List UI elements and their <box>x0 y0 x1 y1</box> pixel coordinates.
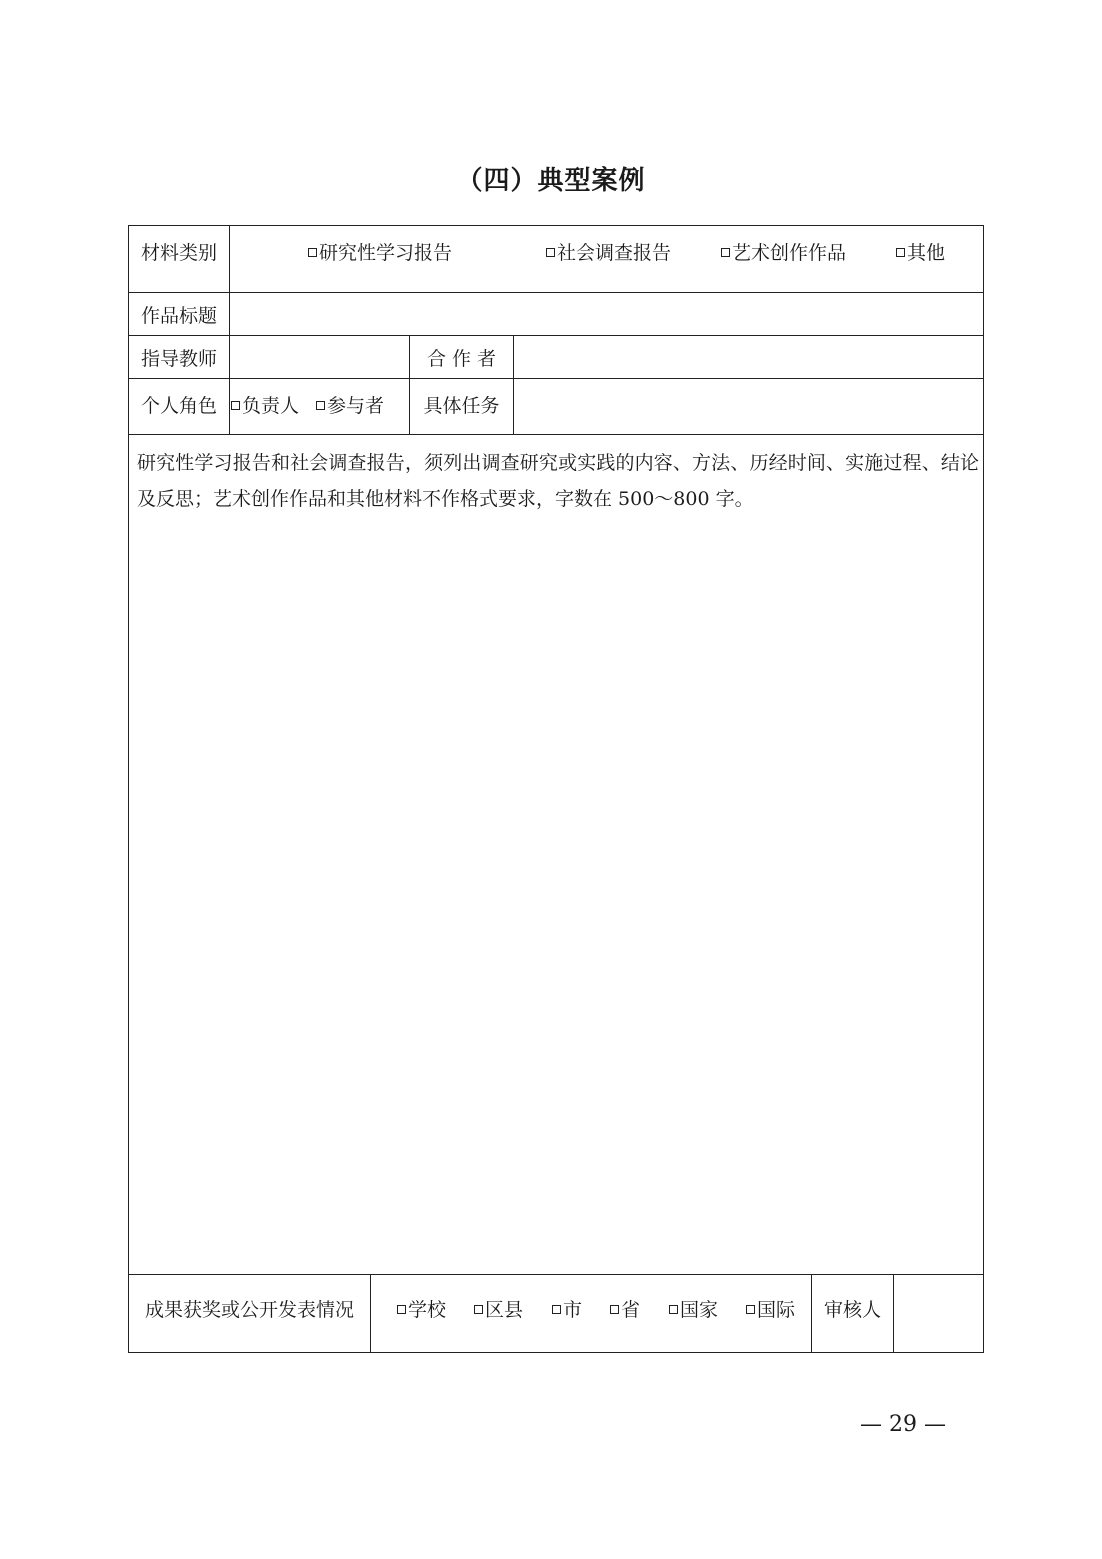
collaborator-field[interactable] <box>513 336 984 378</box>
advisor-field[interactable] <box>229 336 409 378</box>
category-option-other[interactable]: 其他 <box>896 238 945 265</box>
page-title: （四）典型案例 <box>456 166 646 196</box>
checkbox-icon[interactable] <box>546 248 555 257</box>
category-option-survey[interactable]: 社会调查报告 <box>546 238 671 265</box>
award-label: 成果获奖或公开发表情况 <box>144 1299 354 1321</box>
advisor-row <box>129 336 983 379</box>
award-options <box>370 1275 811 1352</box>
award-option-national[interactable]: 国家 <box>669 1295 718 1322</box>
checkbox-icon[interactable] <box>474 1305 483 1314</box>
checkbox-icon[interactable] <box>308 248 317 257</box>
instructions-text: 研究性学习报告和社会调查报告，须列出调查研究或实践的内容、方法、历经时间、实施过程、结论及反思；艺术创作作品和其他材料不作格式要求，字数在 500～800 字。 <box>137 452 979 510</box>
award-option-school[interactable]: 学校 <box>397 1295 446 1322</box>
award-option-international[interactable]: 国际 <box>746 1295 795 1322</box>
collaborator-label: 合 作 者 <box>409 336 513 378</box>
checkbox-icon[interactable] <box>610 1305 619 1314</box>
task-label: 具体任务 <box>409 379 513 434</box>
checkbox-icon[interactable] <box>231 401 240 410</box>
checkbox-icon[interactable] <box>316 401 325 410</box>
checkbox-icon[interactable] <box>746 1305 755 1314</box>
checkbox-icon[interactable] <box>552 1305 561 1314</box>
category-option-art[interactable]: 艺术创作作品 <box>721 238 846 265</box>
role-label: 个人角色 <box>140 395 217 417</box>
award-option-city[interactable]: 市 <box>552 1295 582 1322</box>
role-option-leader[interactable]: 负责人 <box>231 391 299 418</box>
work-title-field[interactable] <box>229 293 984 335</box>
page-number: — 29 — <box>860 1412 946 1437</box>
task-field[interactable] <box>513 379 984 434</box>
role-row <box>129 379 983 435</box>
reviewer-field[interactable] <box>893 1275 984 1352</box>
work-title-label: 作品标题 <box>140 304 217 327</box>
work-title-row <box>129 293 983 336</box>
role-option-participant[interactable]: 参与者 <box>316 391 384 418</box>
checkbox-icon[interactable] <box>397 1305 406 1314</box>
case-form <box>128 225 984 1353</box>
checkbox-icon[interactable] <box>721 248 730 257</box>
advisor-label: 指导教师 <box>140 347 217 370</box>
role-options <box>229 379 409 434</box>
checkbox-icon[interactable] <box>896 248 905 257</box>
category-option-research[interactable]: 研究性学习报告 <box>308 238 452 265</box>
award-option-district[interactable]: 区县 <box>474 1295 523 1322</box>
category-row <box>129 226 983 293</box>
award-row <box>129 1275 983 1352</box>
checkbox-icon[interactable] <box>669 1305 678 1314</box>
category-label: 材料类别 <box>140 242 217 264</box>
content-area[interactable] <box>129 435 983 1275</box>
category-options <box>229 226 984 292</box>
reviewer-label: 审核人 <box>811 1275 893 1352</box>
award-option-province[interactable]: 省 <box>610 1295 640 1322</box>
